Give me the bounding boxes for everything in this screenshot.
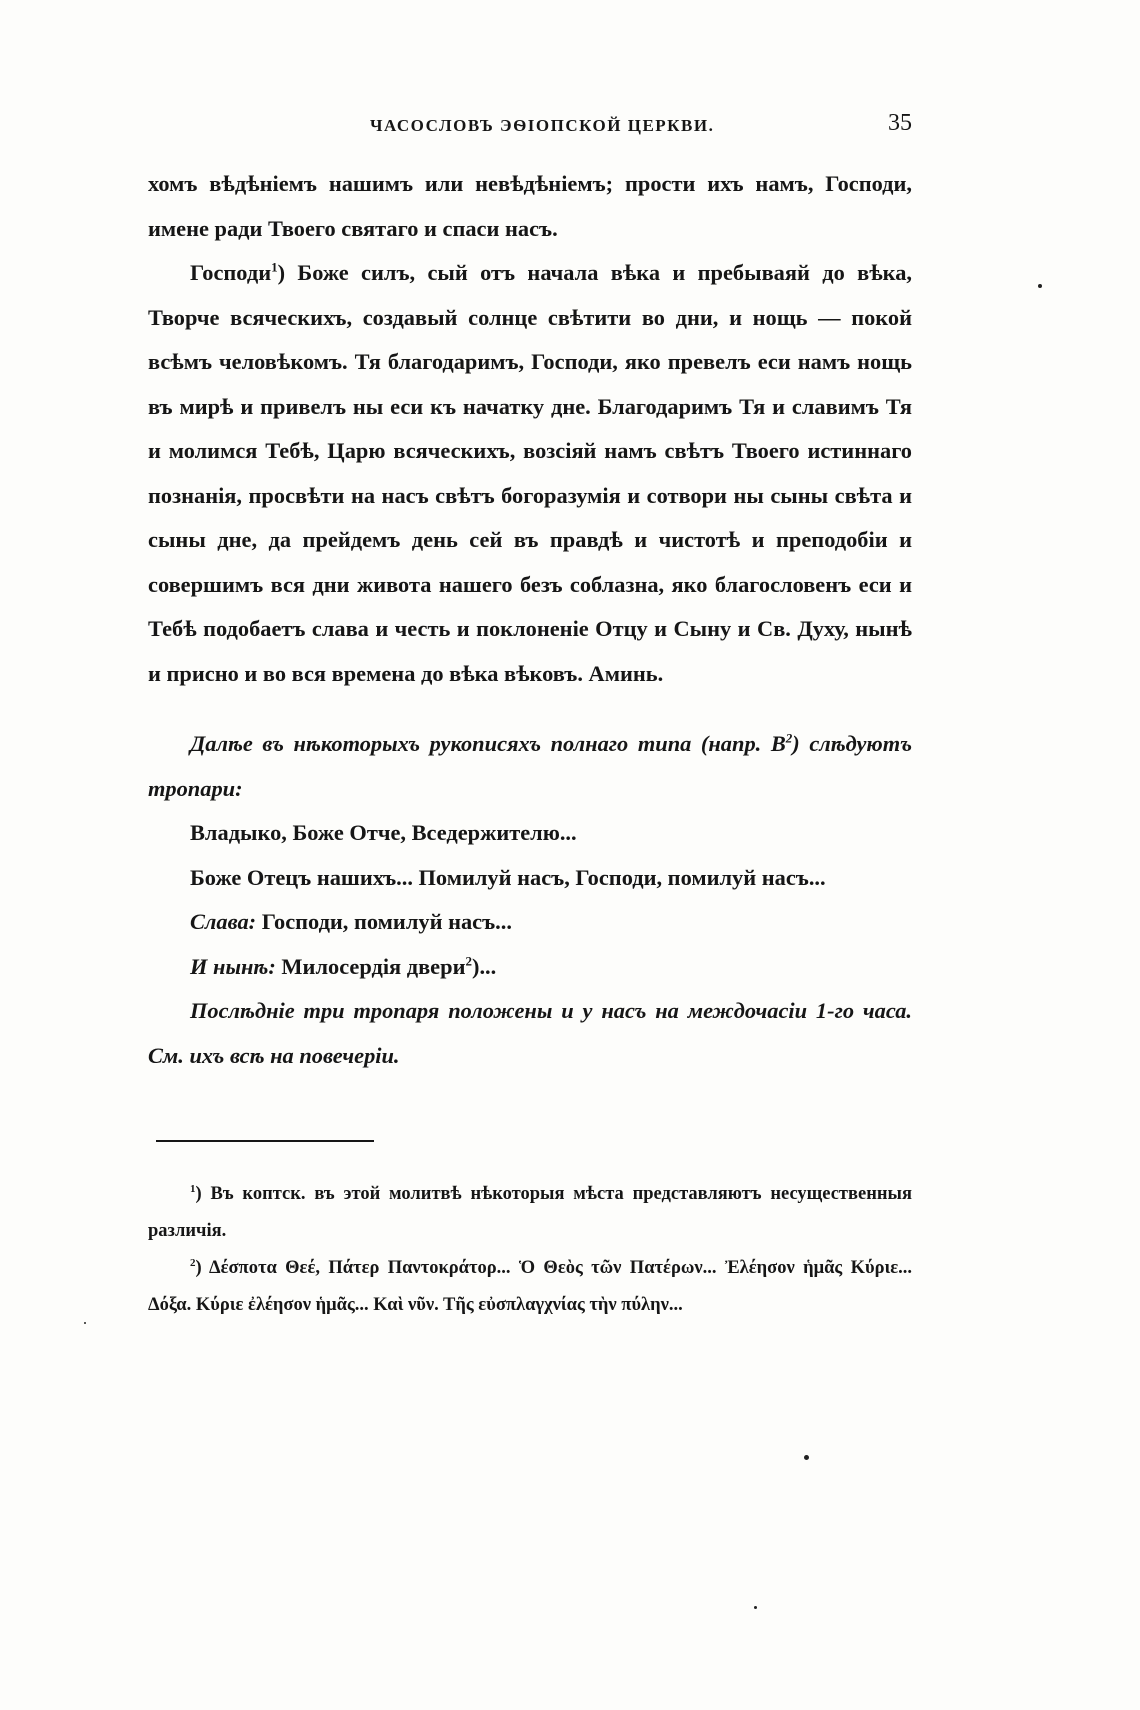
rubric-closing: Послѣдніе три тропаря положены и у насъ на междочасіи 1-го часа. См. ихъ всѣ на повечеріи. xyxy=(148,998,912,1068)
footnote-2 xyxy=(148,1250,912,1324)
paragraph-2-start: Господи xyxy=(190,260,272,285)
rubric-block xyxy=(148,722,912,1078)
troparion-3-label: Слава: xyxy=(190,909,257,934)
troparion-4-end: )... xyxy=(471,953,497,979)
page-number: 35 xyxy=(888,110,912,136)
troparion-2: Боже Отецъ нашихъ... Помилуй насъ, Господи, помилуй насъ... xyxy=(190,864,826,890)
footnote-2-text: ) Δέσποτα Θεέ, Πάτερ Παντοκράτορ... Ὁ Θεὸς τῶν Πατέρων... Ἐλέησον ἡμᾶς Κύριε... Δόξα. Κύριε ἐλέησον ἡμᾶς... Καὶ νῦν. Τῆς εὐσπλαγχνίας τὴν πύλην... xyxy=(148,1258,912,1315)
running-head xyxy=(148,108,912,148)
rubric-sup: 2 xyxy=(785,730,793,746)
paragraph-2-rest: ) Боже силъ, сый отъ начала вѣка и пребываяй до вѣка, Творче всяческихъ, создавый солнце свѣтити во дни, и нощь — покой всѣмъ человѣкомъ. Тя благодаримъ, Господи, яко превелъ еси намъ нощь въ мирѣ и привелъ ны еси къ начатку дне. Благодаримъ Тя и славимъ Тя и молимся Тебѣ, Царю всяческихъ, возсіяй намъ свѣтъ Твоего истиннаго познанія, просвѣти на насъ свѣтъ богоразумія и сотвори ны сыны свѣта и сыны дне, да прейдемъ день сей въ правдѣ и чистотѣ и преподобіи и совершимъ вся дни живота нашего безъ соблазна, яко благословенъ еси и Тебѣ подобаетъ слава и честь и поклоненіе Отцу и Сыну и Св. Духу, нынѣ и присно и во вся времена до вѣка вѣковъ. Аминь. xyxy=(148,260,912,686)
footnote-1-text: ) Въ коптск. въ этой молитвѣ нѣкоторыя мѣста представляютъ несущественныя различія. xyxy=(148,1184,912,1241)
rubric-start: Далѣе въ нѣкоторыхъ рукописяхъ полнаго типа (напр. B xyxy=(190,731,786,756)
scan-speck xyxy=(1038,284,1042,288)
footnote-2-mark: 2 xyxy=(190,1256,196,1269)
paragraph-1: хомъ вѣдѣніемъ нашимъ или невѣдѣніемъ; прости ихъ намъ, Господи, имене ради Твоего святаго и спаси насъ. xyxy=(148,171,912,241)
page xyxy=(148,108,912,1324)
troparion-4 xyxy=(148,945,912,990)
troparion-3 xyxy=(148,900,912,945)
troparion-1: Владыко, Боже Отче, Вседержителю... xyxy=(190,820,577,845)
footnote-1 xyxy=(148,1176,912,1250)
footnotes xyxy=(148,1176,912,1324)
scan-speck xyxy=(804,1455,809,1460)
footnote-1-mark: 1 xyxy=(190,1182,196,1195)
troparion-4-text: Милосердія двери xyxy=(275,953,466,979)
footnote-divider xyxy=(156,1140,374,1142)
rubric-intro xyxy=(148,722,912,811)
footnote-ref-2: 2 xyxy=(465,953,472,969)
running-title: ЧАСОСЛОВЪ ЭѲІОПСКОЙ ЦЕРКВИ. xyxy=(370,116,715,135)
troparion-4-label: И нынѣ: xyxy=(190,953,276,979)
paragraph-2 xyxy=(148,251,912,696)
troparion-3-text: Господи, помилуй насъ... xyxy=(256,909,512,934)
footnote-ref-1: 1 xyxy=(271,259,278,275)
rubric-end-text: ) слѣдуютъ тропари: xyxy=(148,731,912,801)
scan-speck xyxy=(754,1606,757,1609)
scan-speck xyxy=(84,1322,86,1324)
